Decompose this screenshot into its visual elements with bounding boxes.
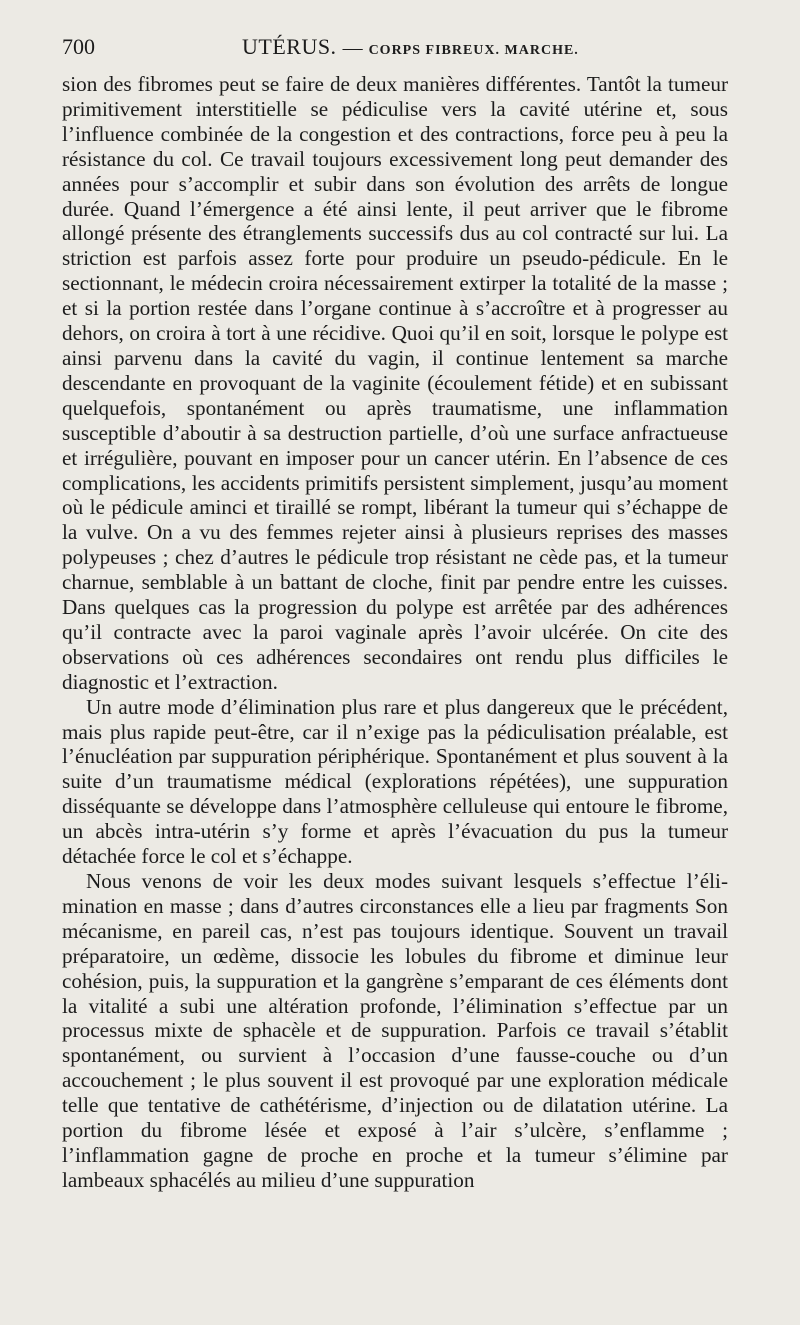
page-number: 700 (62, 34, 95, 59)
paragraph: Nous venons de voir les deux modes suivant lesquels s’effectue l’élimination en masse ; dans d’autres circonstances elle a lieu par fragments Son mécanisme, en pareil cas, n’est pas toujours identique. Souvent un travail préparatoire, un œdème, dissocie les lobules du fibrome et diminue leur cohésion, puis, la suppuration et la gangrène s’emparant de ces éléments dont la vitalité a subi une altération profonde, l’élimination s’effectue par un processus mixte de sphacèle et de suppuration. Parfois ce travail s’établit spontanément, ou survient à l’occasion d’une fausse-couche ou d’un accouchement ; le plus souvent il est provoqué par une exploration médicale telle que tentative de cathétérisme, d’injection ou de dilatation utérine. La portion du fibrome lésée et exposé à l’air s’ulcère, s’enflamme ; l’inflammation gagne de proche en proche et la tumeur s’élimine par lambeaux sphacélés au milieu d’une suppuration (62, 869, 728, 1192)
body-text (62, 72, 728, 1193)
chapter-title: UTÉRUS. (242, 34, 337, 59)
running-title (242, 30, 579, 68)
paragraph: sion des fibromes peut se faire de deux manières différentes. Tantôt la tumeur primitivement interstitielle se pédiculise vers la cavité utérine et, sous l’influence combinée de la congestion et des contractions, force peu à peu la résistance du col. Ce travail toujours excessivement long peut demander des années pour s’accomplir et subir dans son évolution des arrêts de longue durée. Quand l’émergence a été ainsi lente, il peut arriver que le fibrome allongé présente des étranglements successifs dus au col contracté sur lui. La striction est parfois assez forte pour produire un pseudo-pédicule. En le sectionnant, le médecin croira nécessairement extirper la totalité de la masse ; et si la portion restée dans l’organe continue à s’accroître et à progresser au dehors, on croira à tort à une récidive. Quoi qu’il en soit, lorsque le polype est ainsi parvenu dans la cavité du vagin, il continue lentement sa marche descendante en provoquant de la vaginite (écoulement fétide) et en subissant quelquefois, spontanément ou après traumatisme, une inflammation susceptible d’aboutir à sa destruction partielle, d’où une surface anfractueuse et irrégulière, pouvant en imposer pour un cancer utérin. En l’absence de ces complications, les accidents primitifs persistent simplement, jusqu’au moment où le pédicule aminci et tiraillé se rompt, libérant la tumeur qui s’échappe de la vulve. On a vu des femmes rejeter ainsi à plusieurs reprises des masses polypeuses ; chez d’autres le pédicule trop résistant ne cède pas, et la tumeur charnue, semblable à un battant de cloche, finit par pendre entre les cuisses. Dans quelques cas la progression du polype est arrêtée par des adhérences qu’il contracte avec la paroi vaginale après l’avoir ulcérée. On cite des observations où ces adhérences secondaires ont rendu plus difficiles le diagnostic et l’extraction. (62, 72, 728, 694)
header-dash: — (342, 37, 363, 59)
paragraph: Un autre mode d’élimination plus rare et plus dangereux que le précédent, mais plus rapide peut-être, car il n’exige pas la pédiculisation préalable, est l’énucléation par suppuration périphérique. Spontanément et plus souvent à la suite d’un traumatisme médical (explorations répétées), une suppuration disséquante se développe dans l’atmosphère celluleuse qui entoure le fibrome, un abcès intra-utérin s’y forme et après l’évacuation du pus la tumeur détachée force le col et s’échappe. (62, 694, 728, 869)
section-title: CORPS FIBREUX. MARCHE. (368, 43, 579, 58)
running-header (62, 30, 728, 64)
